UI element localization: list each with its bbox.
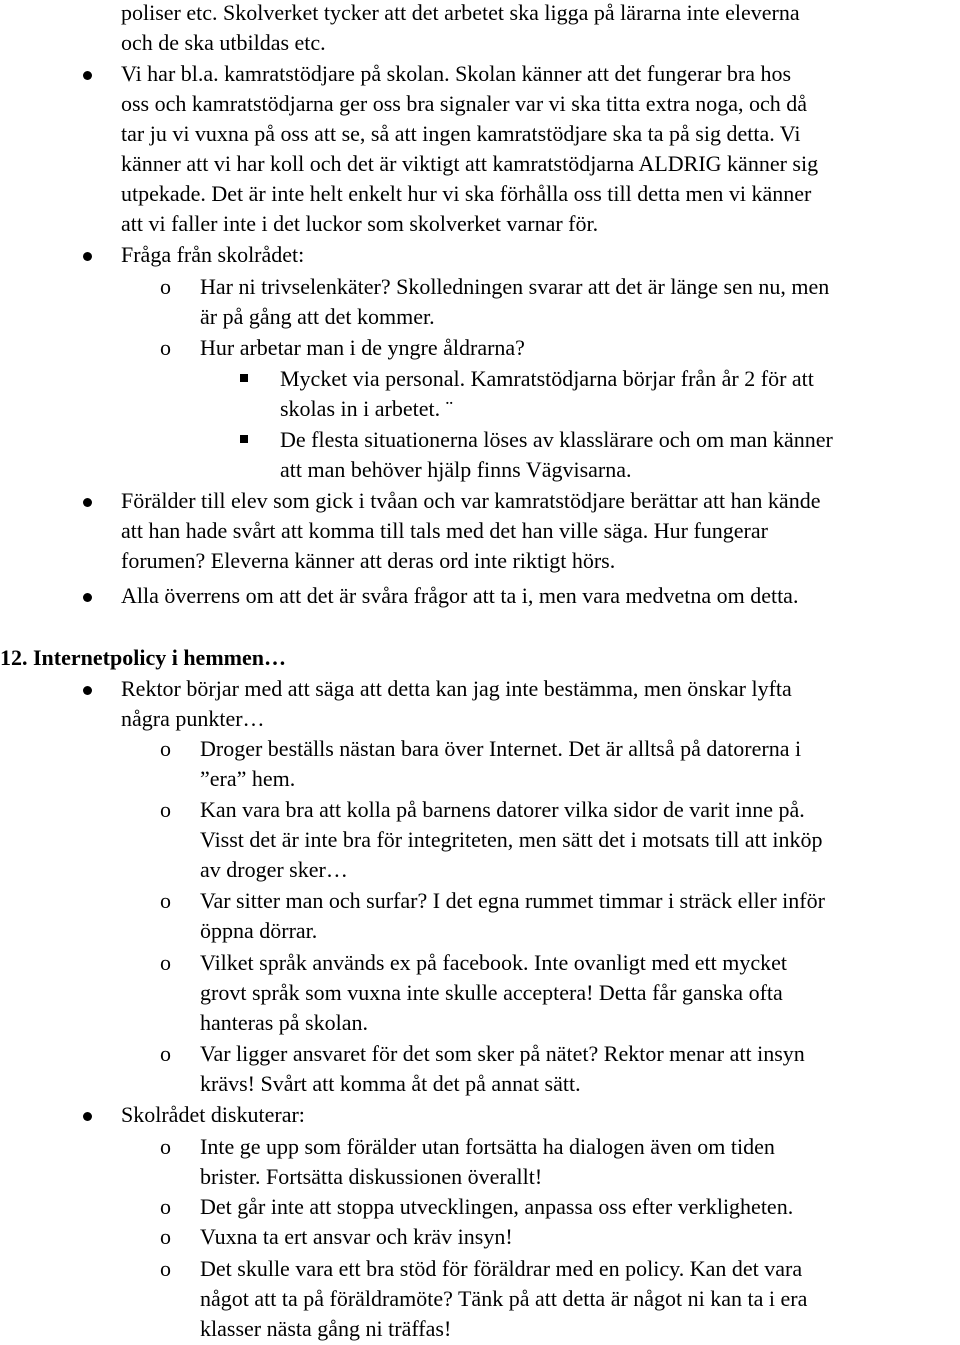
text-line: utpekade. Det är inte helt enkelt hur vi ska förhålla oss till detta men vi känner (121, 181, 812, 206)
bullet-icon (83, 71, 92, 80)
square-bullet-icon (240, 374, 248, 382)
sub-bullet-icon: o (160, 797, 171, 822)
sub-bullet-icon: o (160, 1224, 171, 1249)
sub-bullet-icon: o (160, 335, 171, 360)
text-line: Skolrådet diskuterar: (121, 1102, 305, 1127)
bullet-icon (83, 498, 92, 507)
text-line: Alla överrens om att det är svåra frågor att ta i, men vara medvetna om detta. (121, 583, 799, 608)
sub-bullet-icon: o (160, 1194, 171, 1219)
text-line: av droger sker… (200, 857, 348, 882)
text-line: Fråga från skolrådet: (121, 242, 305, 267)
text-line: Inte ge upp som förälder utan fortsätta ha dialogen även om tiden (200, 1134, 775, 1159)
text-line: Hur arbetar man i de yngre åldrarna? (200, 335, 525, 360)
text-line: Vi har bl.a. kamratstödjare på skolan. Skolan känner att det fungerar bra hos (121, 61, 792, 86)
sub-bullet-icon: o (160, 1256, 171, 1281)
sub-bullet-icon: o (160, 950, 171, 975)
text-line: något att ta på föräldramöte? Tänk på att detta är något ni kan ta i era (200, 1286, 808, 1311)
text-line: Droger beställs nästan bara över Internet. Det är alltså på datorerna i (200, 736, 802, 761)
text-line: brister. Fortsätta diskussionen överallt! (200, 1164, 543, 1189)
sub-bullet-icon: o (160, 888, 171, 913)
text-line: öppna dörrar. (200, 918, 318, 943)
text-line: och de ska utbildas etc. (121, 30, 326, 55)
bullet-icon (83, 1112, 92, 1121)
text-line: är på gång att det kommer. (200, 304, 435, 329)
sub-bullet-icon: o (160, 274, 171, 299)
text-line: att han hade svårt att komma till tals med det han ville säga. Hur fungerar (121, 518, 768, 543)
text-line: Rektor börjar med att säga att detta kan jag inte bestämma, men önskar lyfta (121, 676, 792, 701)
square-bullet-icon (240, 435, 248, 443)
text-line: Vilket språk används ex på facebook. Inte ovanligt med ett mycket (200, 950, 787, 975)
text-line: några punkter… (121, 706, 265, 731)
bullet-icon (83, 686, 92, 695)
text-line: Visst det är inte bra för integriteten, men sätt det i motsats till att inköp (200, 827, 823, 852)
text-line: Var ligger ansvaret för det som sker på nätet? Rektor menar att insyn (200, 1041, 805, 1066)
text-line: känner att vi har koll och det är viktigt att kamratstödjarna ALDRIG känner sig (121, 151, 819, 176)
section-heading: 12. Internetpolicy i hemmen… (0, 645, 286, 670)
text-line: De flesta situationerna löses av klasslärare och om man känner (280, 427, 833, 452)
text-line: poliser etc. Skolverket tycker att det arbetet ska ligga på lärarna inte eleverna (121, 0, 800, 25)
text-line: hanteras på skolan. (200, 1010, 368, 1035)
text-line: tar ju vi vuxna på oss att se, så att ingen kamratstödjare ska ta på sig detta. Vi (121, 121, 801, 146)
text-line: Det skulle vara ett bra stöd för föräldrar med en policy. Kan det vara (200, 1256, 803, 1281)
text-line: krävs! Svårt att komma åt det på annat sätt. (200, 1071, 581, 1096)
text-line: grovt språk som vuxna inte skulle acceptera! Detta får ganska ofta (200, 980, 783, 1005)
text-line: skolas in i arbetet. ¨ (280, 396, 453, 421)
sub-bullet-icon: o (160, 1134, 171, 1159)
bullet-icon (83, 593, 92, 602)
text-line: Har ni trivselenkäter? Skolledningen svarar att det är länge sen nu, men (200, 274, 830, 299)
text-line: att man behöver hjälp finns Vägvisarna. (280, 457, 632, 482)
text-line: Förälder till elev som gick i tvåan och var kamratstödjare berättar att han kände (121, 488, 821, 513)
text-line: Det går inte att stoppa utvecklingen, anpassa oss efter verkligheten. (200, 1194, 794, 1219)
bullet-icon (83, 252, 92, 261)
sub-bullet-icon: o (160, 1041, 171, 1066)
text-line: ”era” hem. (200, 766, 296, 791)
text-line: Kan vara bra att kolla på barnens datorer vilka sidor de varit inne på. (200, 797, 805, 822)
text-line: klasser nästa gång ni träffas! (200, 1316, 452, 1341)
text-line: Var sitter man och surfar? I det egna rummet timmar i sträck eller inför (200, 888, 825, 913)
sub-bullet-icon: o (160, 736, 171, 761)
text-line: Vuxna ta ert ansvar och kräv insyn! (200, 1224, 513, 1249)
text-line: att vi faller inte i det luckor som skolverket varnar för. (121, 211, 599, 236)
text-line: oss och kamratstödjarna ger oss bra signaler var vi ska titta extra noga, och då (121, 91, 808, 116)
text-line: Mycket via personal. Kamratstödjarna börjar från år 2 för att (280, 366, 814, 391)
text-line: forumen? Eleverna känner att deras ord inte riktigt hörs. (121, 548, 616, 573)
